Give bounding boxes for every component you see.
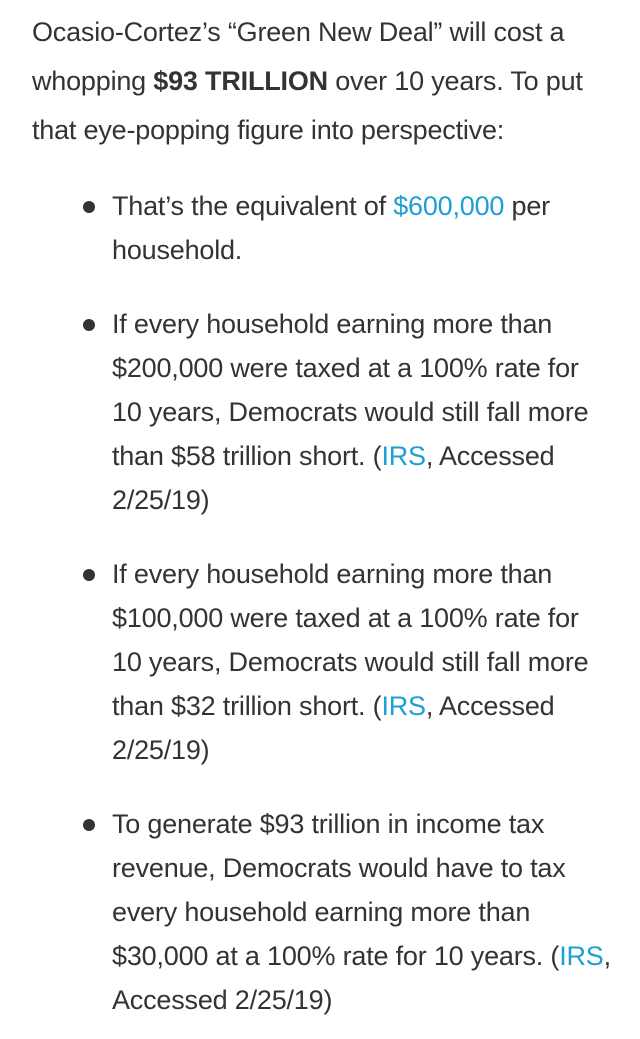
bullet-text: , Accessed 2/25/19) (112, 691, 555, 765)
cost-highlight: $93 TRILLION (153, 66, 328, 96)
bullet-dot-icon (83, 819, 95, 831)
bullet-dot-icon (83, 569, 95, 581)
bullet-text: To generate $93 trillion in income tax revenue, Democrats would have to tax every household earning more than $30,000 at a 100% rate for 10 years. ( (112, 809, 566, 971)
source-link-irs[interactable]: IRS (381, 691, 426, 721)
bullet-text: , Accessed 2/25/19) (112, 941, 611, 1015)
source-link-irs[interactable]: IRS (381, 441, 426, 471)
intro-text-start: Ocasio-Cortez’s “Green New Deal” will cost a whopping (32, 17, 565, 96)
intro-text-end: over 10 years. To put that eye-popping figure into perspective: (32, 66, 583, 145)
intro-paragraph (32, 0, 612, 155)
bullet-item-100000-tax (32, 552, 612, 772)
bullet-item-household-equivalent (32, 184, 612, 272)
bullet-dot-icon (83, 319, 95, 331)
bullet-text: If every household earning more than $200,000 were taxed at a 100% rate for 10 years, Democrats would still fall more than $58 trillion short. ( (112, 309, 589, 471)
bullet-item-30000-tax (32, 802, 612, 1022)
source-link-irs[interactable]: IRS (559, 941, 604, 971)
bullet-dot-icon (83, 201, 95, 213)
bullet-text: If every household earning more than $100,000 were taxed at a 100% rate for 10 years, Democrats would still fall more than $32 trillion short. ( (112, 559, 589, 721)
bullet-text: per household. (112, 191, 550, 265)
bullet-list (32, 184, 612, 1022)
bullet-text: , Accessed 2/25/19) (112, 441, 555, 515)
bullet-item-200000-tax (32, 302, 612, 522)
bullet-text: That’s the equivalent of (112, 191, 394, 221)
source-link-600000[interactable]: $600,000 (393, 191, 505, 221)
